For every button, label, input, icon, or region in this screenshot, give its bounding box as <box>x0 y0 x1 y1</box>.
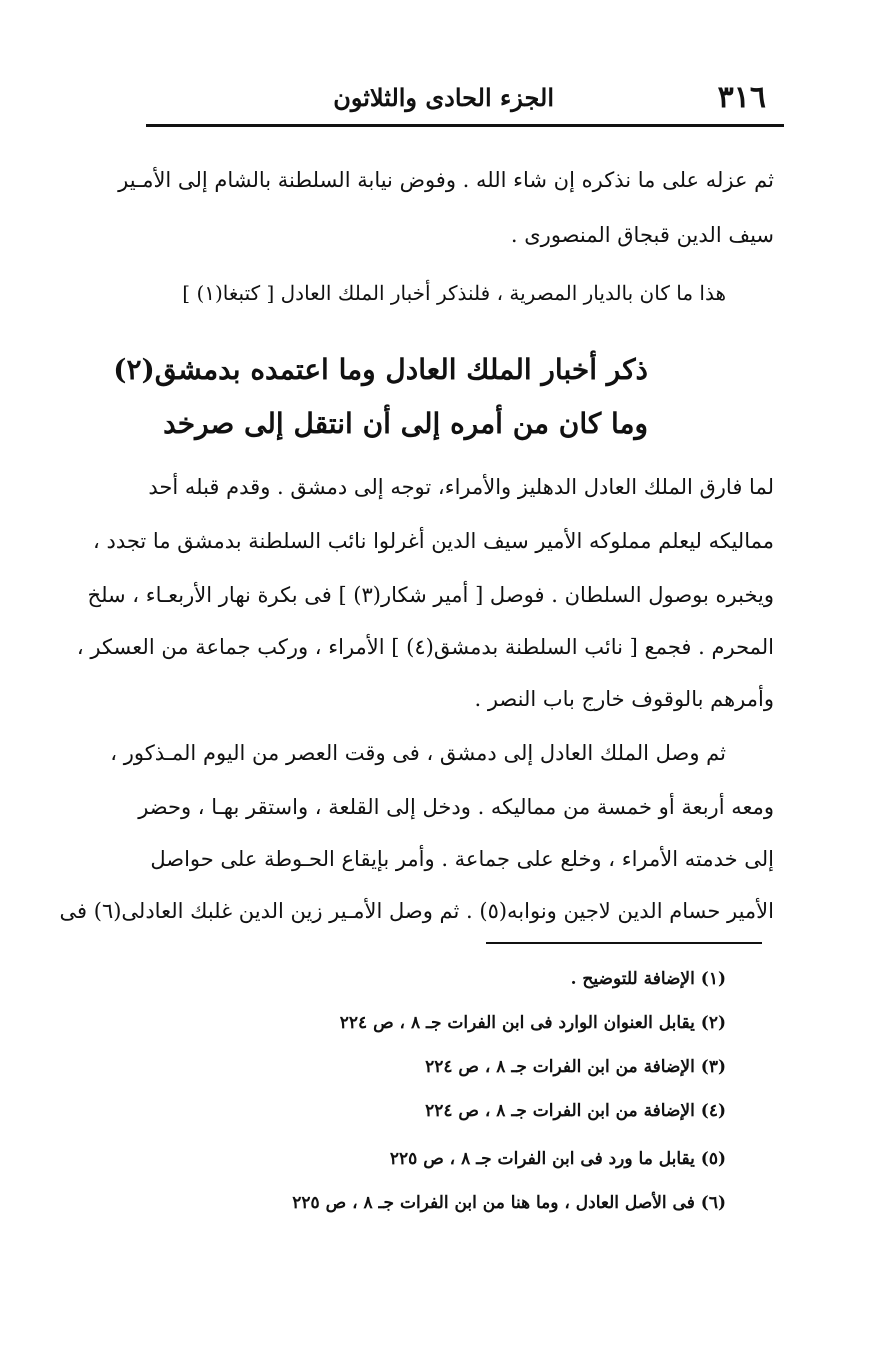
footnote: (١) الإضافة للتوضيح . <box>570 969 726 989</box>
body-line: هذا ما كان بالديار المصرية ، فلنذكر أخبار الملك العادل [ كتبغا(١) ] <box>182 281 726 305</box>
footnote-rule <box>486 942 762 944</box>
footnote: (٣) الإضافة من ابن الفرات جـ ٨ ، ص ٢٢٤ <box>425 1057 726 1077</box>
page-header <box>148 80 784 116</box>
footnote: (٦) فى الأصل العادل ، وما هنا من ابن الفرات جـ ٨ ، ص ٢٢٥ <box>292 1193 726 1213</box>
body-line: لما فارق الملك العادل الدهليز والأمراء، توجه إلى دمشق . وقدم قبله أحد <box>148 475 774 499</box>
footnote: (٢) يقابل العنوان الوارد فى ابن الفرات جـ ٨ ، ص ٢٢٤ <box>339 1013 726 1033</box>
body-line: إلى خدمته الأمراء ، وخلع على جماعة . وأمر بإيقاع الحـوطة على حواصل <box>150 847 774 871</box>
section-heading: وما كان من أمره إلى أن انتقل إلى صرخد <box>163 407 648 440</box>
body-line: ومعه أربعة أو خمسة من مماليكه . ودخل إلى القلعة ، واستقر بهـا ، وحضر <box>138 795 774 819</box>
body-line: ويخبره بوصول السلطان . فوصل [ أمير شكار(٣) ] فى بكرة نهار الأربعـاء ، سلخ <box>87 583 774 607</box>
body-line: الأمير حسام الدين لاجين ونوابه(٥) . ثم وصل الأمـير زين الدين غلبك العادلى(٦) فى <box>59 899 774 923</box>
page-number: ٣١٦ <box>717 80 766 115</box>
footnote: (٥) يقابل ما ورد فى ابن الفرات جـ ٨ ، ص ٢٢٥ <box>389 1149 726 1169</box>
body-line: مماليكه ليعلم مملوكه الأمير سيف الدين أغرلوا نائب السلطنة بدمشق ما تجدد ، <box>93 529 774 553</box>
body-line: وأمرهم بالوقوف خارج باب النصر . <box>474 687 774 711</box>
running-title: الجزء الحادى والثلاثون <box>333 83 554 112</box>
header-rule <box>146 124 784 127</box>
body-line: ثم وصل الملك العادل إلى دمشق ، فى وقت العصر من اليوم المـذكور ، <box>110 741 726 765</box>
section-heading: ذكر أخبار الملك العادل وما اعتمده بدمشق(٢) <box>113 353 648 386</box>
body-line: ثم عزله على ما نذكره إن شاء الله . وفوض نيابة السلطنة بالشام إلى الأمـير <box>118 168 774 192</box>
footnote: (٤) الإضافة من ابن الفرات جـ ٨ ، ص ٢٢٤ <box>425 1101 726 1121</box>
body-line: سيف الدين قبجاق المنصورى . <box>510 223 774 247</box>
body-line: المحرم . فجمع [ نائب السلطنة بدمشق(٤) ] الأمراء ، وركب جماعة من العسكر ، <box>76 635 774 659</box>
